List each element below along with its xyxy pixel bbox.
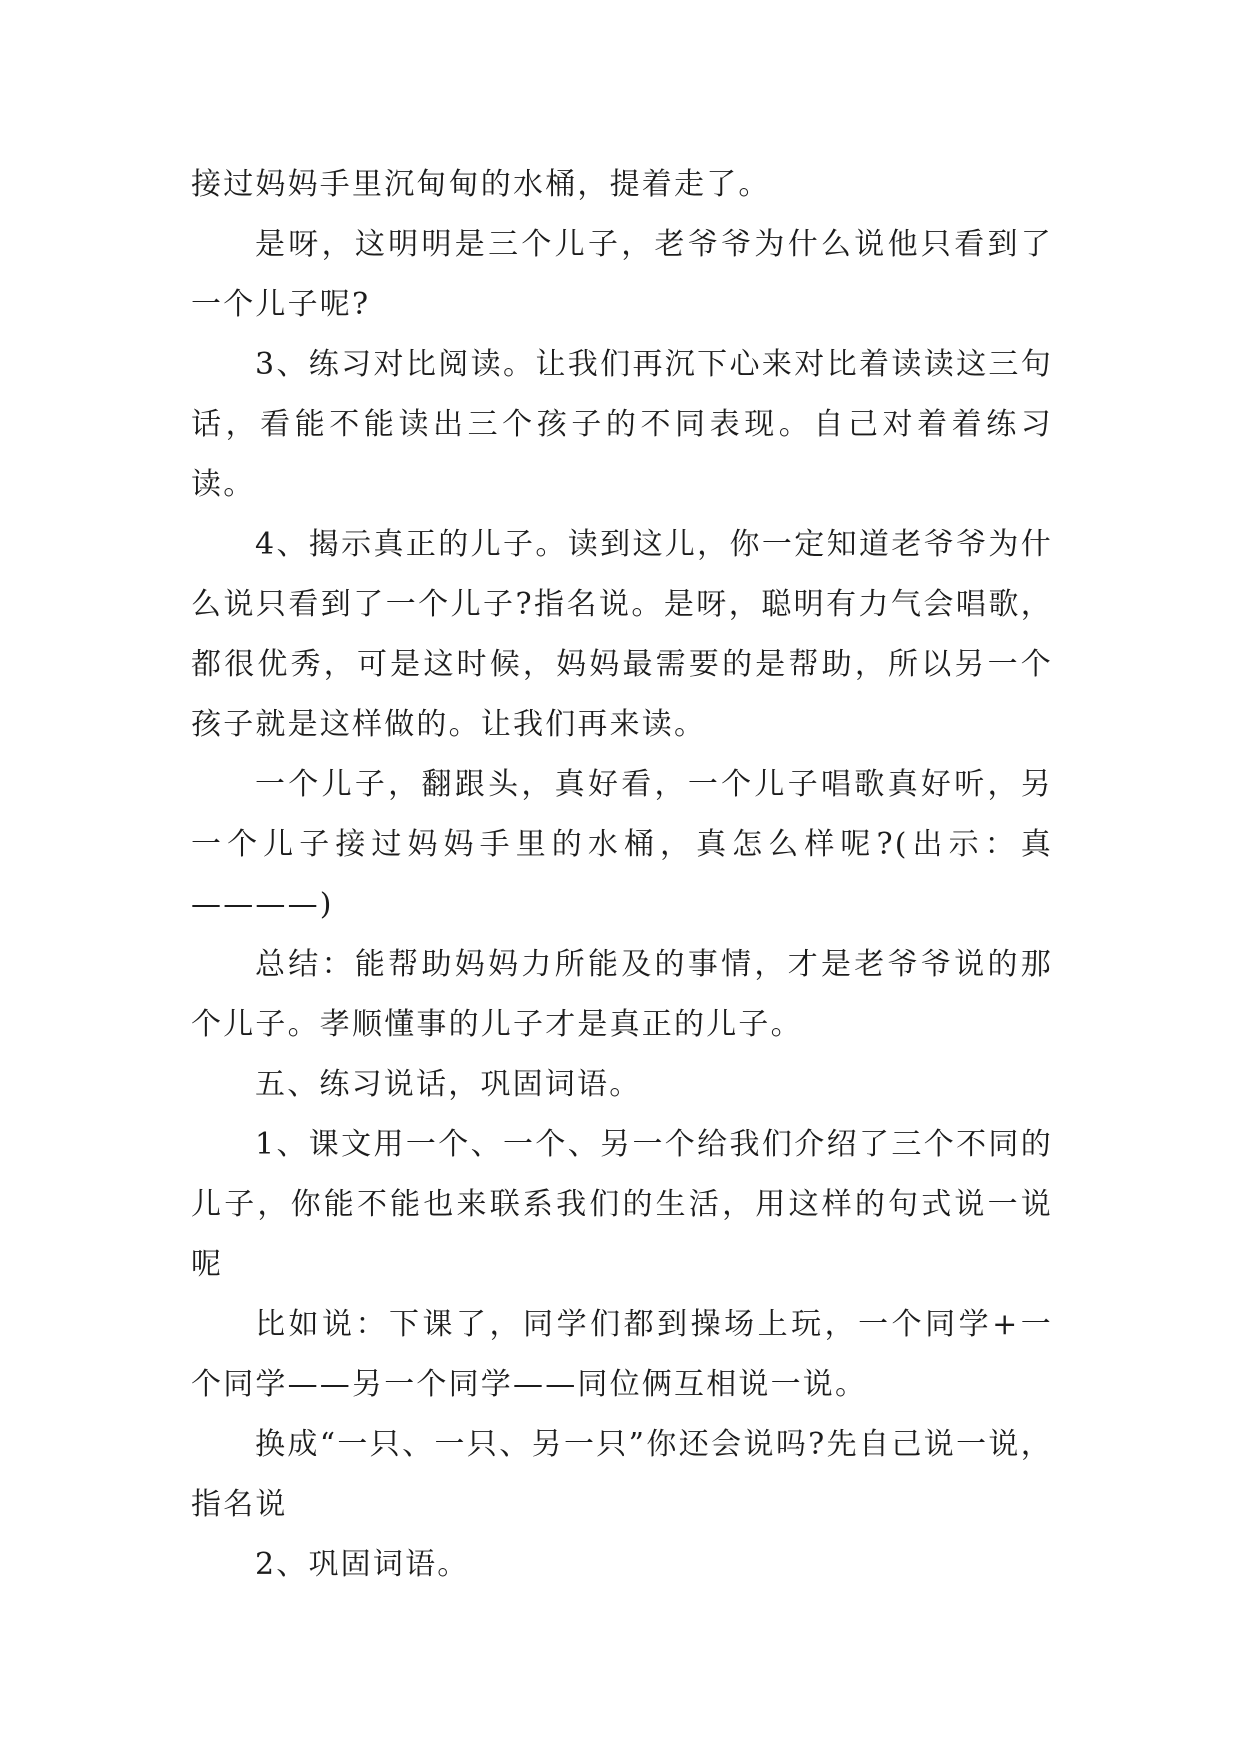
document-body (191, 155, 1053, 1595)
paragraph-variation: 换成“一只、一只、另一只”你还会说吗?先自己说一说，指名说 (191, 1427, 1053, 1522)
section-heading-five: 五、练习说话，巩固词语。 (255, 1067, 642, 1102)
paragraph-example: 比如说：下课了，同学们都到操场上玩，一个同学+一个同学——另一个同学——同位俩互相说一说。 (191, 1307, 1053, 1402)
paragraph-step-3: 3、练习对比阅读。让我们再沉下心来对比着读读这三句话，看能不能读出三个孩子的不同表现。自己对着着练习读。 (191, 347, 1053, 502)
paragraph-reading-example: 一个儿子，翻跟头，真好看，一个儿子唱歌真好听，另一个儿子接过妈妈手里的水桶，真怎么样呢?(出示：真————) (191, 767, 1053, 922)
paragraph-summary: 总结：能帮助妈妈力所能及的事情，才是老爷爷说的那个儿子。孝顺懂事的儿子才是真正的儿子。 (191, 947, 1053, 1042)
paragraph-question: 是呀，这明明是三个儿子，老爷爷为什么说他只看到了一个儿子呢? (191, 227, 1053, 322)
paragraph-step-4: 4、揭示真正的儿子。读到这儿，你一定知道老爷爷为什么说只看到了一个儿子?指名说。是呀，聪明有力气会唱歌，都很优秀，可是这时候，妈妈最需要的是帮助，所以另一个孩子就是这样做的。让我们再来读。 (191, 527, 1053, 742)
paragraph-step-2: 2、巩固词语。 (255, 1547, 470, 1582)
paragraph-speaking-1: 1、课文用一个、一个、另一个给我们介绍了三个不同的儿子，你能不能也来联系我们的生活，用这样的句式说一说呢 (191, 1127, 1053, 1282)
paragraph-continuation: 接过妈妈手里沉甸甸的水桶，提着走了。 (191, 167, 771, 202)
